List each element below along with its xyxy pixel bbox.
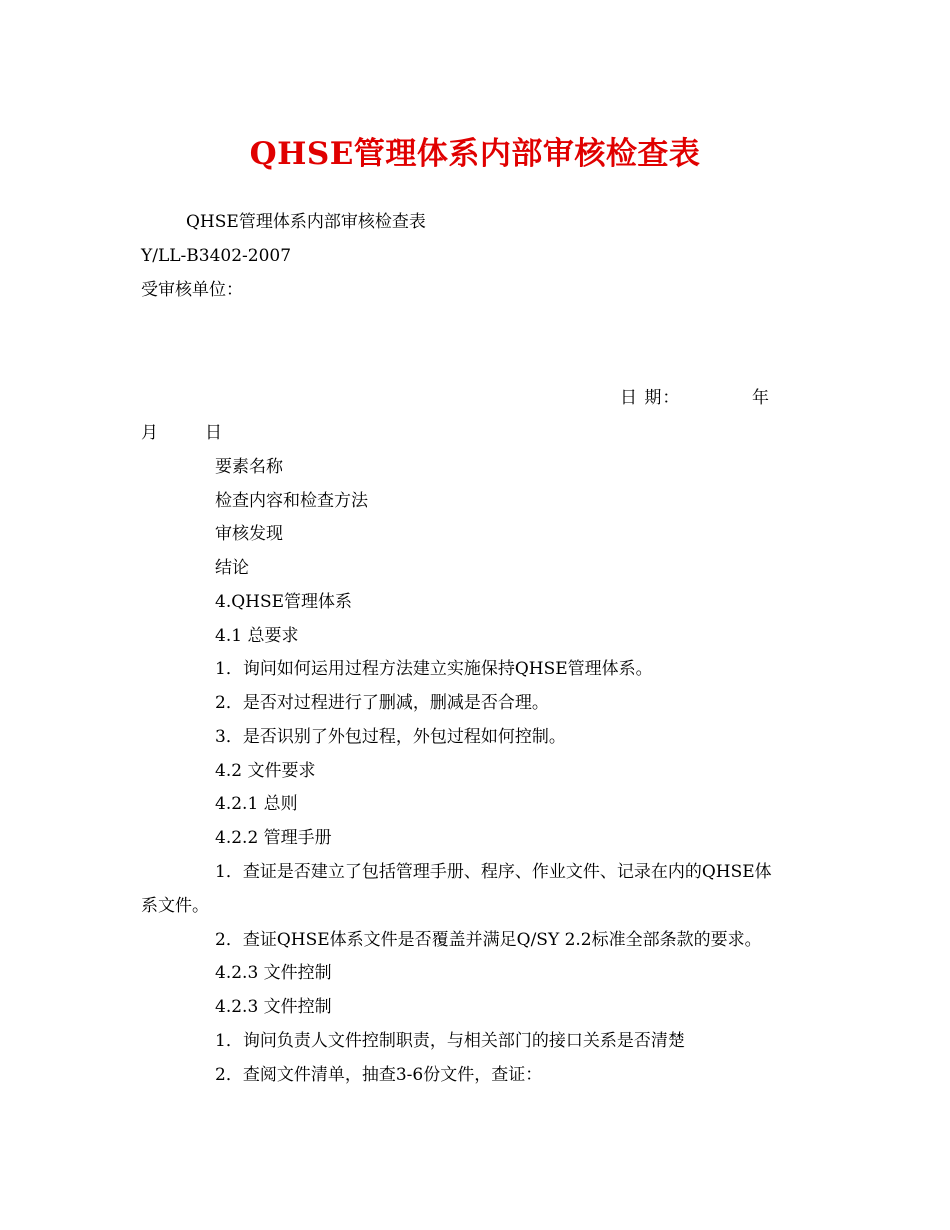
column-header: 要素名称: [215, 457, 283, 477]
section-heading: 4.2.1 总则: [215, 794, 298, 814]
column-header: 审核发现: [215, 524, 283, 544]
date-month: 月: [141, 423, 158, 443]
date-day: 日: [205, 423, 222, 443]
date-label: 日 期：: [620, 388, 681, 408]
document-number: Y/LL-B3402-2007: [141, 246, 292, 266]
section-heading: 4.2 文件要求: [215, 761, 316, 781]
check-item: 2．查证QHSE体系文件是否覆盖并满足Q/SY 2.2标准全部条款的要求。: [215, 930, 762, 950]
check-item: 2．查阅文件清单，抽查3-6份文件，查证：: [215, 1065, 543, 1085]
document-subtitle: QHSE管理体系内部审核检查表: [186, 212, 426, 232]
check-item-continuation: 系文件。: [141, 896, 209, 916]
check-item: 3．是否识别了外包过程，外包过程如何控制。: [215, 727, 566, 747]
column-header: 检查内容和检查方法: [215, 491, 368, 511]
check-item: 2．是否对过程进行了删减，删减是否合理。: [215, 693, 549, 713]
audited-unit-label: 受审核单位：: [141, 280, 243, 300]
check-item: 1．询问负责人文件控制职责，与相关部门的接口关系是否清楚: [215, 1031, 685, 1051]
check-item: 1．查证是否建立了包括管理手册、程序、作业文件、记录在内的QHSE体: [215, 862, 772, 882]
section-heading: 4.QHSE管理体系: [215, 592, 353, 612]
document-title: QHSE管理体系内部审核检查表: [249, 136, 701, 172]
column-header: 结论: [215, 558, 249, 578]
section-heading: 4.2.3 文件控制: [215, 997, 332, 1017]
check-item: 1．询问如何运用过程方法建立实施保持QHSE管理体系。: [215, 659, 653, 679]
date-year: 年: [752, 388, 769, 408]
section-heading: 4.1 总要求: [215, 626, 299, 646]
section-heading: 4.2.3 文件控制: [215, 963, 332, 983]
section-heading: 4.2.2 管理手册: [215, 828, 332, 848]
